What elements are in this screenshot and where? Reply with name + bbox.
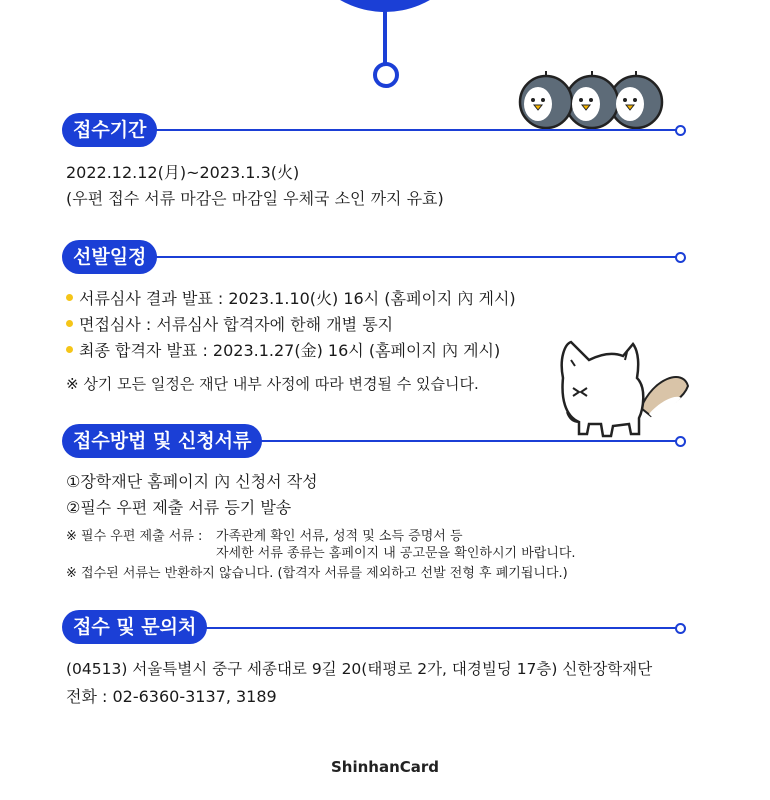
reception-dates: 2022.12.12(月)~2023.1.3(火) — [66, 163, 300, 182]
schedule-item: 면접심사 : 서류심사 합격자에 한해 개별 통지 — [79, 315, 394, 334]
top-decor-stem — [383, 10, 387, 64]
schedule-item: 서류심사 결과 발표 : 2023.1.10(火) 16시 (홈페이지 內 게시) — [79, 289, 516, 308]
section-rule-schedule — [150, 256, 678, 258]
list-item — [66, 338, 500, 364]
method-note1-label: ※ 필수 우편 제출 서류 : — [66, 529, 203, 544]
rule-end-dot — [675, 252, 686, 263]
bullet-dot-icon — [66, 294, 73, 301]
rule-end-dot — [675, 436, 686, 447]
bullet-dot-icon — [66, 320, 73, 327]
section-title: 선발일정 — [62, 240, 157, 274]
section-title: 접수 및 문의처 — [62, 610, 207, 644]
method-note1-line2: 자세한 서류 종류는 홈페이지 내 공고문을 확인하시기 바랍니다. — [216, 546, 576, 561]
list-item — [66, 312, 393, 338]
contact-phone: 전화 : 02-6360-3137, 3189 — [66, 687, 277, 706]
penguin-trio-icon — [508, 70, 678, 132]
section-header-schedule — [62, 240, 157, 274]
section-header-method — [62, 424, 262, 458]
shinhan-card-logo: ShinhanCard — [330, 758, 440, 776]
contact-address: (04513) 서울특별시 중구 세종대로 9길 20(태평로 2가, 대경빌딩 17층) 신한장학재단 — [66, 660, 653, 678]
section-rule-method — [260, 440, 678, 442]
rule-end-dot — [675, 623, 686, 634]
method-step: ②필수 우편 제출 서류 등기 발송 — [66, 498, 292, 517]
method-note1-line1: 가족관계 확인 서류, 성적 및 소득 증명서 등 — [216, 529, 463, 544]
rule-end-dot — [675, 125, 686, 136]
method-step: ①장학재단 홈페이지 內 신청서 작성 — [66, 472, 318, 491]
white-fox-icon — [553, 338, 693, 443]
list-item — [66, 286, 516, 312]
reception-note: (우편 접수 서류 마감은 마감일 우체국 소인 까지 유효) — [66, 189, 444, 208]
bullet-dot-icon — [66, 346, 73, 353]
section-header-contact — [62, 610, 207, 644]
schedule-item: 최종 합격자 발표 : 2023.1.27(金) 16시 (홈페이지 內 게시) — [79, 341, 501, 360]
top-decor-ring — [373, 62, 399, 88]
schedule-note: ※ 상기 모든 일정은 재단 내부 사정에 따라 변경될 수 있습니다. — [66, 375, 479, 393]
section-title: 접수기간 — [62, 113, 157, 147]
section-header-reception — [62, 113, 157, 147]
section-title: 접수방법 및 신청서류 — [62, 424, 262, 458]
method-note2: ※ 접수된 서류는 반환하지 않습니다. (합격자 서류를 제외하고 선발 전형 후 폐기됩니다.) — [66, 566, 568, 581]
section-rule-contact — [200, 627, 678, 629]
section-rule-reception — [150, 129, 678, 131]
